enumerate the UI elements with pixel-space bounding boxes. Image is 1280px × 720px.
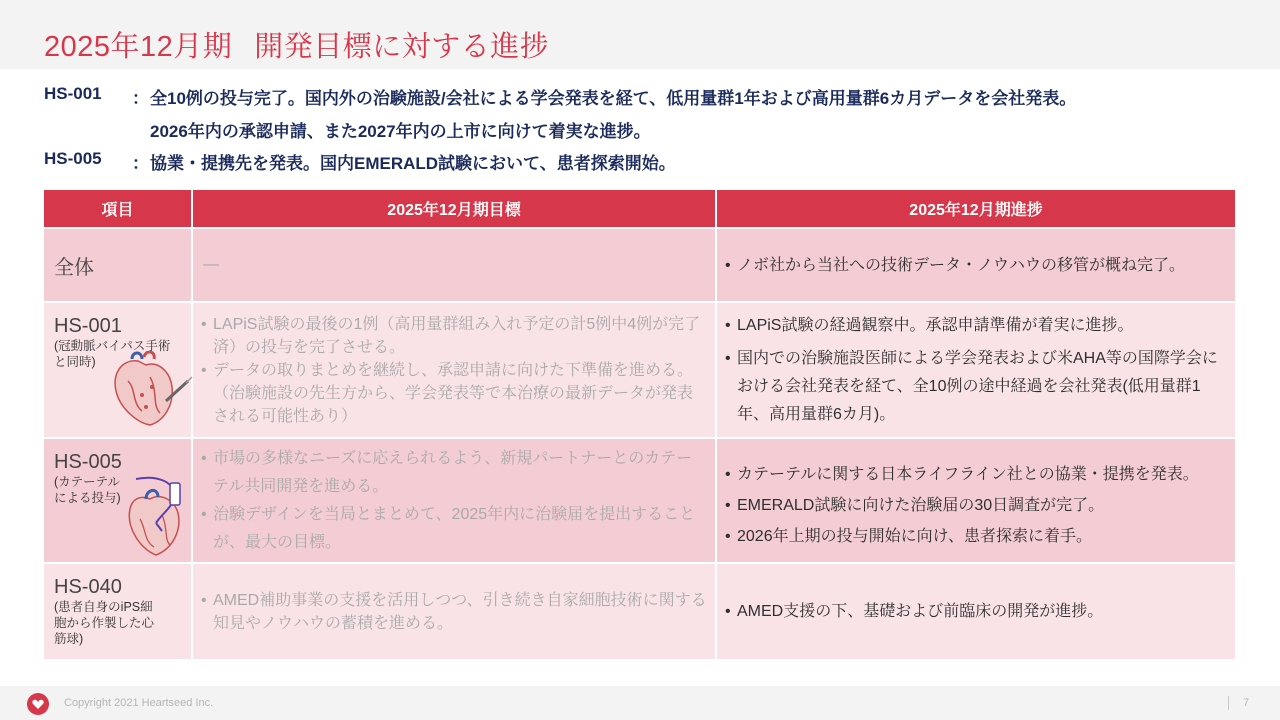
- target-cell: [192, 438, 716, 563]
- summary-text: 協業・提携先を発表。国内EMERALD試験において、患者探索開始。: [150, 154, 676, 173]
- progress-cell: [716, 302, 1235, 438]
- progress-item: • EMERALD試験に向けた治験届の30日調査が完了。: [725, 494, 1227, 517]
- item-note: (カテーテルによる投与): [54, 475, 121, 505]
- progress-cell: [716, 438, 1235, 563]
- title-period: 2025年12月期: [44, 31, 233, 63]
- item-name: HS-040: [54, 576, 122, 598]
- item-name: HS-001: [54, 315, 122, 337]
- title-subject: 開発目標に対する進捗: [254, 31, 550, 63]
- summary-colon: ：: [132, 89, 149, 108]
- progress-cell: [716, 228, 1235, 302]
- target-cell: [192, 302, 716, 438]
- progress-item: • 2026年上期の投与開始に向け、患者探索に着手。: [725, 525, 1227, 548]
- progress-item: • ノボ社から当社への技術データ・ノウハウの移管が概ね完了。: [725, 254, 1227, 277]
- summary-text: 全10例の投与完了。国内外の治験施設/会社による学会発表を経て、低用量群1年および高用量群6カ月データを会社発表。: [150, 89, 1077, 108]
- copyright-text: Copyright 2021 Heartseed Inc.: [64, 697, 214, 709]
- progress-cell: [716, 563, 1235, 660]
- footer-divider: [1228, 696, 1229, 710]
- target-item: • LAPiS試験の最後の1例（高用量群組み入れ予定の計5例中4例が完了済）の投与を完了させる。: [201, 313, 707, 359]
- item-cell: [44, 302, 192, 438]
- summary-code: HS-005: [44, 149, 102, 168]
- item-note: (患者自身のiPS細胞から作製した心筋球): [54, 600, 155, 646]
- table-header-row: [44, 190, 1235, 228]
- item-name: HS-005: [54, 451, 122, 473]
- target-item: • 治験デザインを当局とまとめて、2025年内に治験届を提出することが、最大の目標。: [201, 501, 707, 557]
- progress-item: • 国内での治験施設医師による学会発表および米AHA等の国際学会における会社発表を経て、全10例の途中経過を会社発表(低用量群1年、高用量群6カ月)。: [725, 345, 1227, 429]
- column-header: 項目: [44, 190, 192, 228]
- progress-list: [717, 312, 1235, 429]
- item-note: (冠動脈バイパス手術と同時): [54, 339, 171, 369]
- table-row: [44, 563, 1235, 660]
- summary-code: HS-001: [44, 84, 102, 103]
- progress-item: • LAPiS試験の経過観察中。承認申請準備が着実に進捗。: [725, 312, 1227, 340]
- item-cell: [44, 228, 192, 302]
- heart-glyph-icon: [32, 699, 44, 710]
- target-cell: [192, 228, 716, 302]
- target-item: • 市場の多様なニーズに応えられるよう、新規パートナーとのカテーテル共同開発を進める。: [201, 445, 707, 501]
- column-header: 2025年12月期目標: [192, 190, 716, 228]
- target-list: [193, 589, 715, 635]
- target-dash: —: [203, 256, 219, 273]
- table-row: [44, 302, 1235, 438]
- progress-item: • カテーテルに関する日本ライフライン社との協業・提携を発表。: [725, 463, 1227, 486]
- table-row: [44, 228, 1235, 302]
- target-cell: [192, 563, 716, 660]
- progress-item: • AMED支援の下、基礎および前臨床の開発が進捗。: [725, 600, 1227, 623]
- table-row: [44, 438, 1235, 563]
- item-cell: [44, 563, 192, 660]
- progress-list: [717, 600, 1235, 623]
- target-item: • データの取りまとめを継続し、承認申請に向けた下準備を進める。（治験施設の先生方から、学会発表等で本治療の最新データが発表される可能性あり）: [201, 359, 707, 428]
- target-list: [193, 445, 715, 557]
- summary-text: 2026年内の承認申請、また2027年内の上市に向けて着実な進捗。: [150, 122, 651, 141]
- progress-list: [717, 453, 1235, 548]
- heart-bypass-illustration-icon: [102, 351, 194, 429]
- target-item: • AMED補助事業の支援を活用しつつ、引き続き自家細胞技術に関する知見やノウハウの蓄積を進める。: [201, 589, 707, 635]
- item-name: 全体: [54, 256, 94, 279]
- page-title: [44, 24, 549, 65]
- column-header: 2025年12月期進捗: [716, 190, 1235, 228]
- progress-list: [717, 254, 1235, 277]
- item-cell: [44, 438, 192, 563]
- summary-colon: ：: [132, 154, 149, 173]
- target-list: [193, 313, 715, 428]
- heart-catheter-illustration-icon: [116, 475, 188, 559]
- page-number: 7: [1243, 697, 1250, 709]
- heart-icon: [27, 693, 49, 715]
- progress-table: [44, 190, 1235, 661]
